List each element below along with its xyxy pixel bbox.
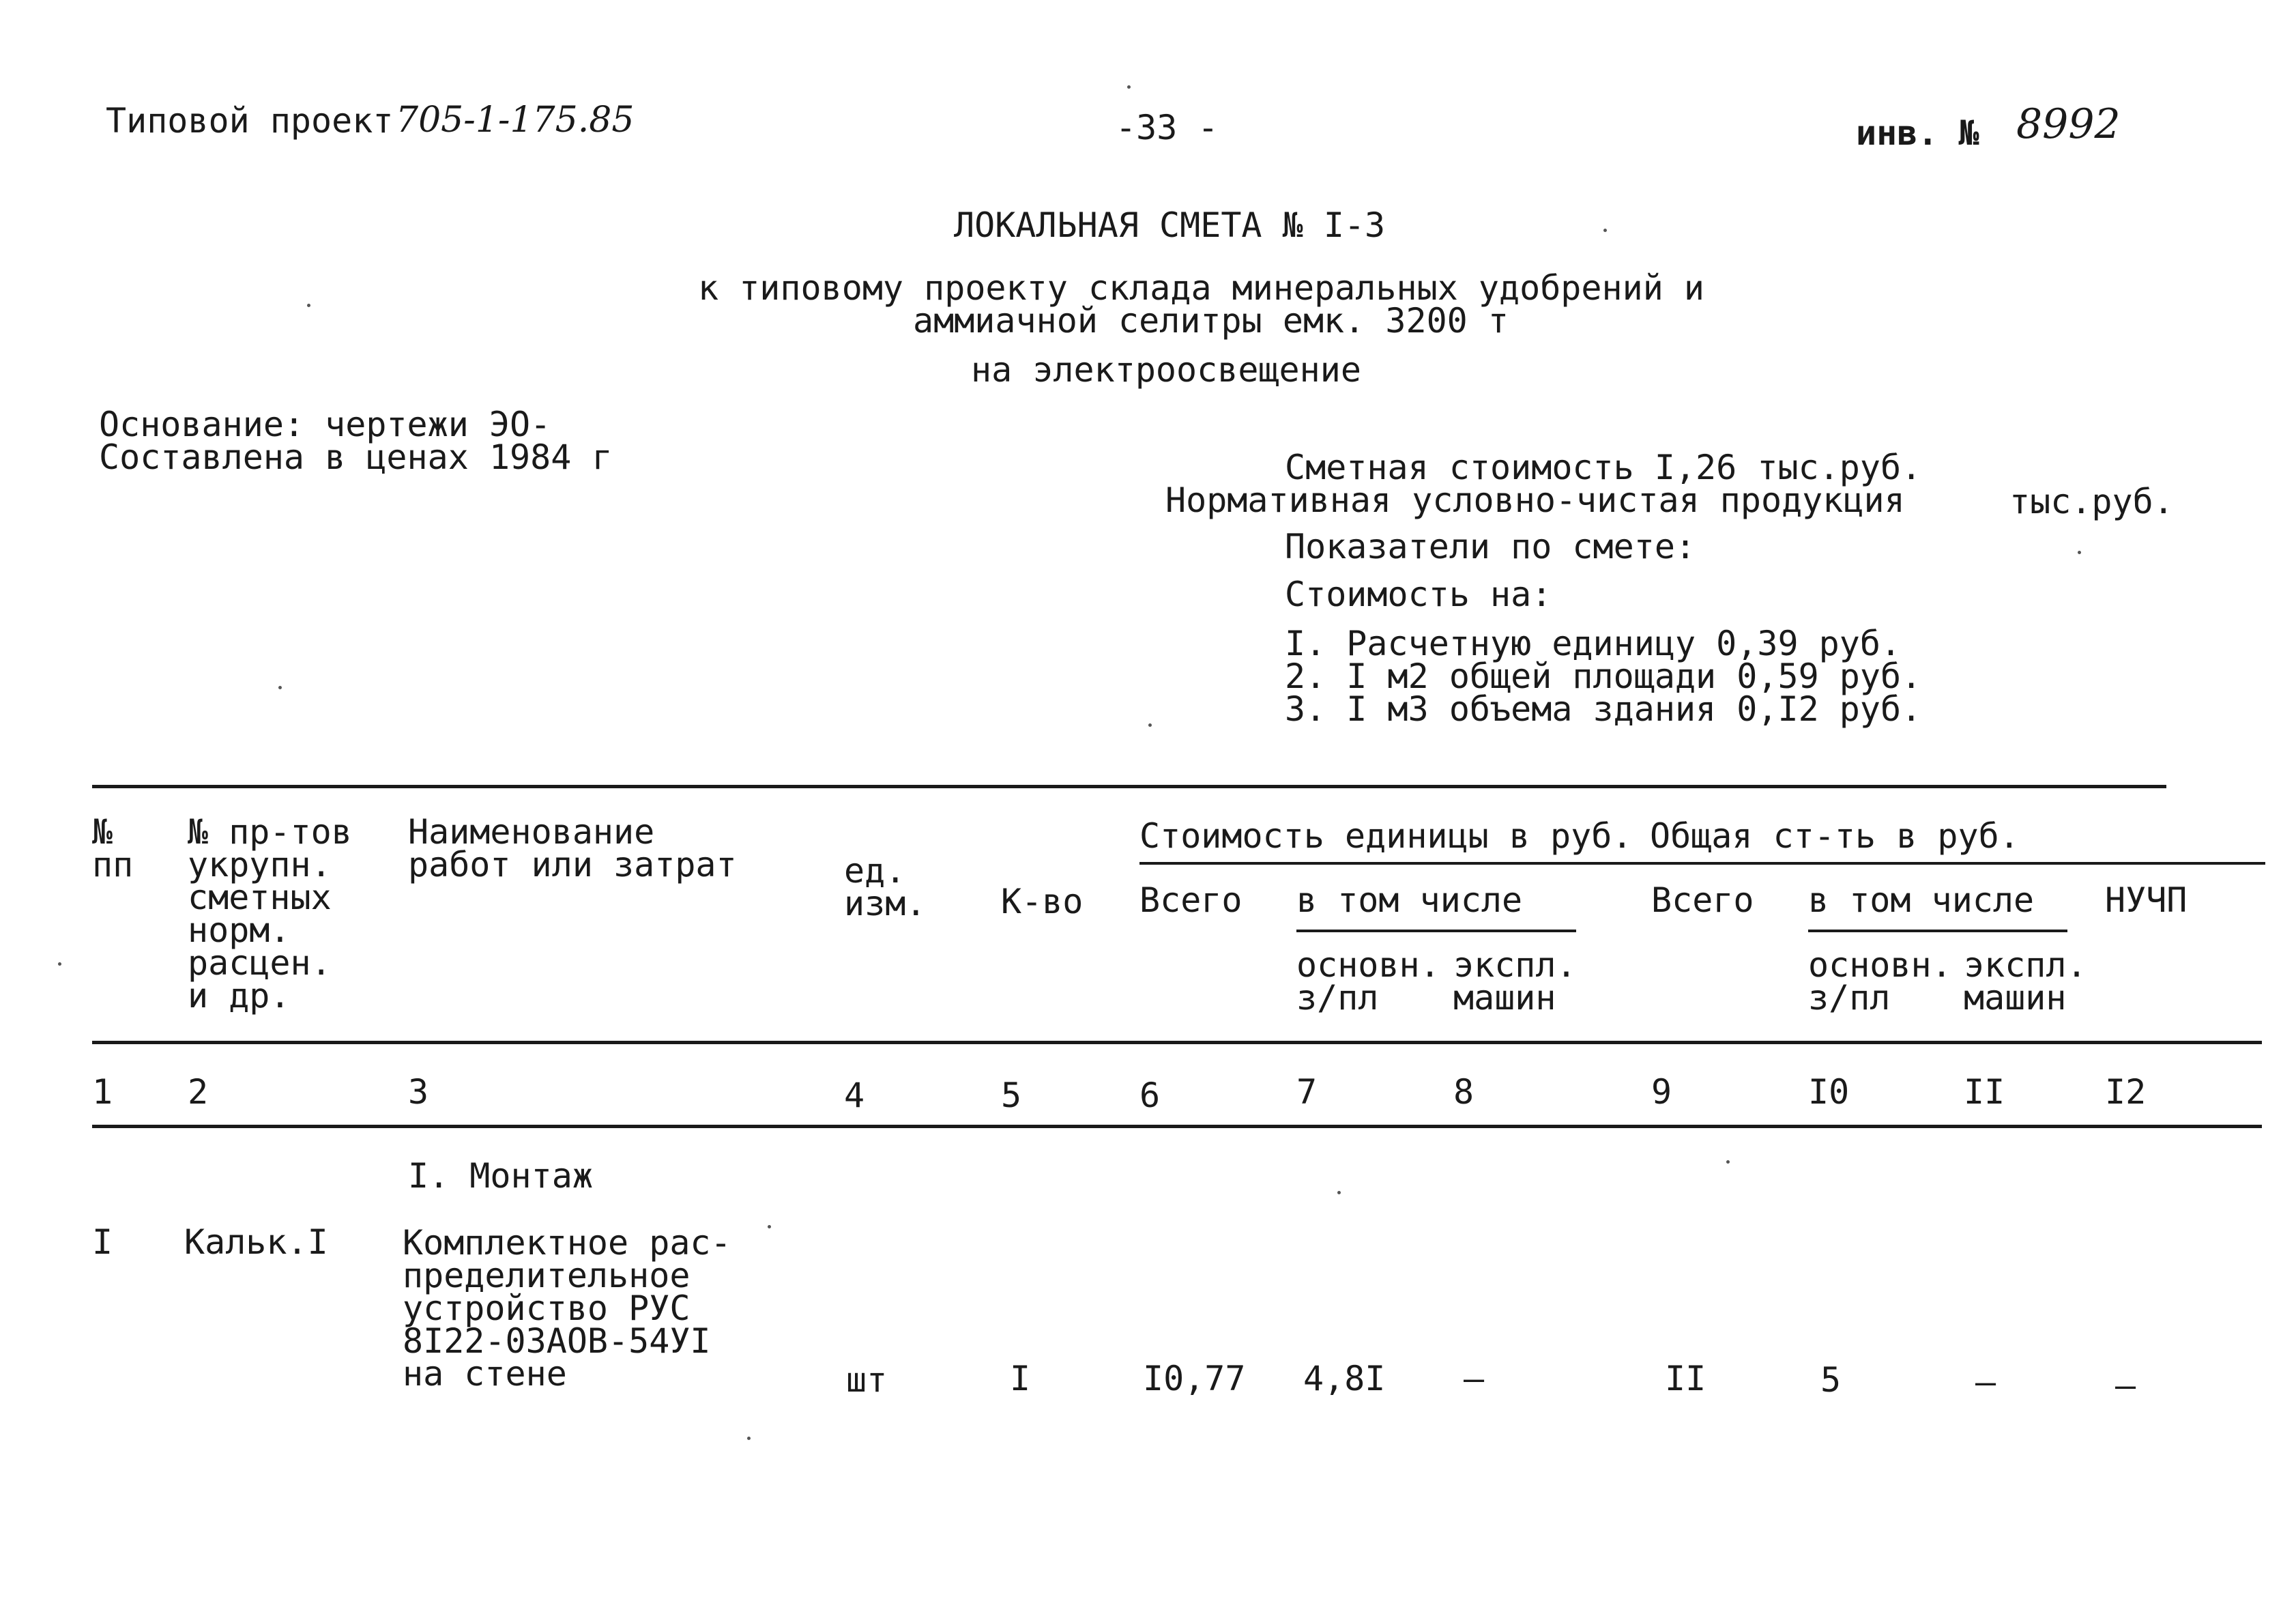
header-work-name: Наименование работ или затрат (408, 812, 737, 884)
column-number: 3 (408, 1072, 429, 1112)
header-quantity: К-во (1001, 882, 1084, 921)
cell-total-wages: 5 (1820, 1360, 1842, 1400)
estimated-cost: Сметная стоимость I,26 тыс.руб. (1285, 448, 1922, 487)
inventory-number: 8992 (2016, 100, 2121, 148)
scan-speck (747, 1437, 751, 1440)
numbers-bottom-rule (92, 1125, 2262, 1128)
normative-production: Нормативная условно-чистая продукция (1165, 480, 1905, 520)
scan-speck (307, 304, 310, 307)
scan-speck (1726, 1160, 1730, 1164)
column-number: I2 (2105, 1072, 2147, 1112)
cell-work-name: Комплектное рас- пределительное устройство РУС 8I22-03АОВ-54УI на стене (403, 1223, 731, 1394)
column-number: 9 (1651, 1072, 1672, 1112)
header-unit-cost-group: Стоимость единицы в руб. (1139, 816, 1633, 856)
table-top-rule (92, 785, 2166, 788)
cell-nuchp: – (2115, 1366, 2136, 1405)
indicator-2: 2. I м2 общей площади 0,59 руб. (1285, 657, 1922, 696)
header-total-wages: основн. з/пл (1808, 945, 1952, 1018)
column-number: 2 (188, 1072, 209, 1112)
title-line-1: к типовому проекту склада минеральных удобрений и (698, 268, 1705, 308)
project-label: Типовой проект (106, 101, 394, 141)
unit-incl-rule (1296, 930, 1576, 932)
normative-unit: тыс.руб. (2009, 482, 2174, 521)
cell-row-number: I (92, 1222, 113, 1262)
scan-speck (2078, 551, 2081, 554)
header-total: Всего (1651, 880, 1754, 920)
indicator-1: I. Расчетную единицу 0,39 руб. (1285, 624, 1902, 663)
header-total-cost-group: Общая ст-ть в руб. (1650, 816, 2020, 856)
column-number: 6 (1139, 1076, 1161, 1115)
cell-total-machines: – (1975, 1362, 1996, 1402)
scan-speck (1127, 85, 1131, 89)
column-number: 1 (92, 1072, 113, 1112)
column-number: 4 (844, 1076, 865, 1115)
total-incl-rule (1808, 930, 2067, 932)
cost-for-heading: Стоимость на: (1285, 575, 1552, 614)
column-number: 8 (1453, 1072, 1474, 1112)
indicator-3: 3. I м3 объема здания 0,I2 руб. (1285, 689, 1922, 729)
title-line-3: на электроосвещение (971, 350, 1361, 390)
basis-prices: Составлена в ценах 1984 г (99, 437, 613, 477)
header-nuchp: НУЧП (2105, 880, 2188, 920)
column-number: II (1964, 1072, 2005, 1112)
scan-speck (1337, 1191, 1341, 1194)
cell-unit-machines: – (1464, 1359, 1485, 1398)
header-unit-machines: экспл. машин (1453, 945, 1577, 1018)
cell-total: II (1665, 1359, 1706, 1398)
scan-speck (58, 962, 61, 966)
section-heading: I. Монтаж (408, 1156, 593, 1196)
column-number: I0 (1808, 1072, 1850, 1112)
column-number: 5 (1001, 1076, 1022, 1115)
title-line-2: аммиачной селитры емк. 3200 т (913, 301, 1509, 341)
cell-norm-reference: Кальк.I (184, 1222, 328, 1262)
cell-unit-total: I0,77 (1143, 1359, 1246, 1398)
header-bottom-rule (92, 1041, 2262, 1044)
header-total-machines: экспл. машин (1964, 945, 2087, 1018)
scan-speck (1603, 229, 1607, 232)
header-unit: ед. изм. (844, 851, 927, 923)
cell-quantity: I (1010, 1359, 1031, 1398)
group-rule (1139, 862, 2265, 865)
header-unit-including: в том числе (1296, 880, 1523, 920)
header-norm-reference: № пр-тов укрупн. сметных норм. расцен. и др. (188, 812, 352, 1016)
scan-speck (278, 686, 282, 689)
scan-speck (1148, 723, 1152, 727)
scan-speck (768, 1225, 771, 1228)
header-total-including: в том числе (1808, 880, 2035, 920)
header-unit-wages: основн. з/пл (1296, 945, 1440, 1018)
project-number: 705-1-175.85 (396, 100, 635, 141)
header-unit-total: Всего (1139, 880, 1243, 920)
column-number: 7 (1296, 1072, 1318, 1112)
inventory-label: инв. № (1856, 113, 1979, 153)
basis-drawings: Основание: чертежи ЭО- (99, 405, 551, 444)
cell-unit: шт (846, 1360, 888, 1400)
header-row-number: № пп (92, 812, 134, 884)
indicators-heading: Показатели по смете: (1285, 527, 1696, 566)
cell-unit-wages: 4,8I (1303, 1359, 1386, 1398)
page-number: -33 - (1116, 108, 1219, 147)
document-title: ЛОКАЛЬНАЯ СМЕТА № I-3 (954, 205, 1386, 245)
